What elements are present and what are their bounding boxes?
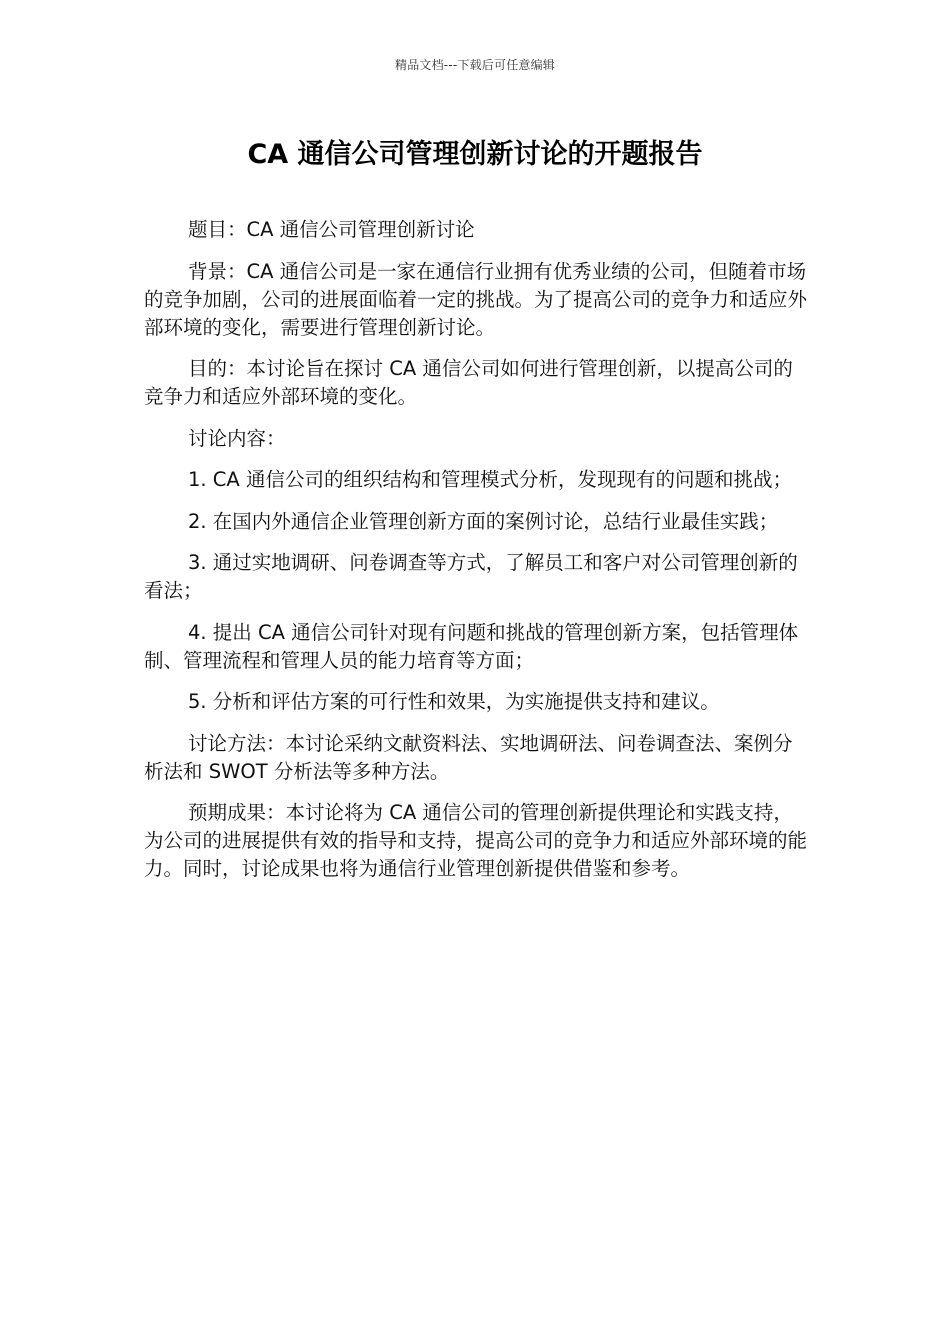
document-title: CA 通信公司管理创新讨论的开题报告: [247, 139, 703, 170]
paragraph-content-item-4: 4. 提出 CA 通信公司针对现有问题和挑战的管理创新方案，包括管理体制、管理流程和管理人员的能力培育等方面；: [144, 620, 799, 672]
page-header: 精品文档---下载后可任意编辑: [395, 58, 555, 72]
paragraph-content-item-2: 2. 在国内外通信企业管理创新方面的案例讨论，总结行业最佳实践；: [188, 509, 779, 533]
paragraph-content-item-5: 5. 分析和评估方案的可行性和效果，为实施提供支持和建议。: [188, 690, 720, 713]
paragraph-content-item-3: 3. 通过实地调研、问卷调查等方式，了解员工和客户对公司管理创新的看法；: [144, 551, 798, 602]
paragraph-background: 背景：CA 通信公司是一家在通信行业拥有优秀业绩的公司，但随着市场的竞争加剧，公司的进展面临着一定的挑战。为了提高公司的竞争力和适应外部环境的变化，需要进行管理创新讨论。: [144, 259, 808, 339]
paragraph-purpose: 目的：本讨论旨在探讨 CA 通信公司如何进行管理创新，以提高公司的竞争力和适应外部环境的变化。: [144, 357, 793, 408]
paragraph-expected-results: 预期成果：本讨论将为 CA 通信公司的管理创新提供理论和实践支持，为公司的进展提供有效的指导和支持，提高公司的竞争力和适应外部环境的能力。同时，讨论成果也将为通信行业管理创新提供借鉴和参考。: [144, 801, 808, 880]
paragraph-content-heading: 讨论内容：: [188, 426, 286, 450]
paragraph-content-item-1: 1. CA 通信公司的组织结构和管理模式分析，发现现有的问题和挑战；: [188, 468, 792, 491]
paragraph-methods: 讨论方法：本讨论采纳文献资料法、实地调研法、问卷调查法、案例分析法和 SWOT 分析法等多种方法。: [144, 731, 793, 783]
paragraph-topic: 题目：CA 通信公司管理创新讨论: [188, 218, 475, 241]
document-body: [144, 216, 808, 897]
